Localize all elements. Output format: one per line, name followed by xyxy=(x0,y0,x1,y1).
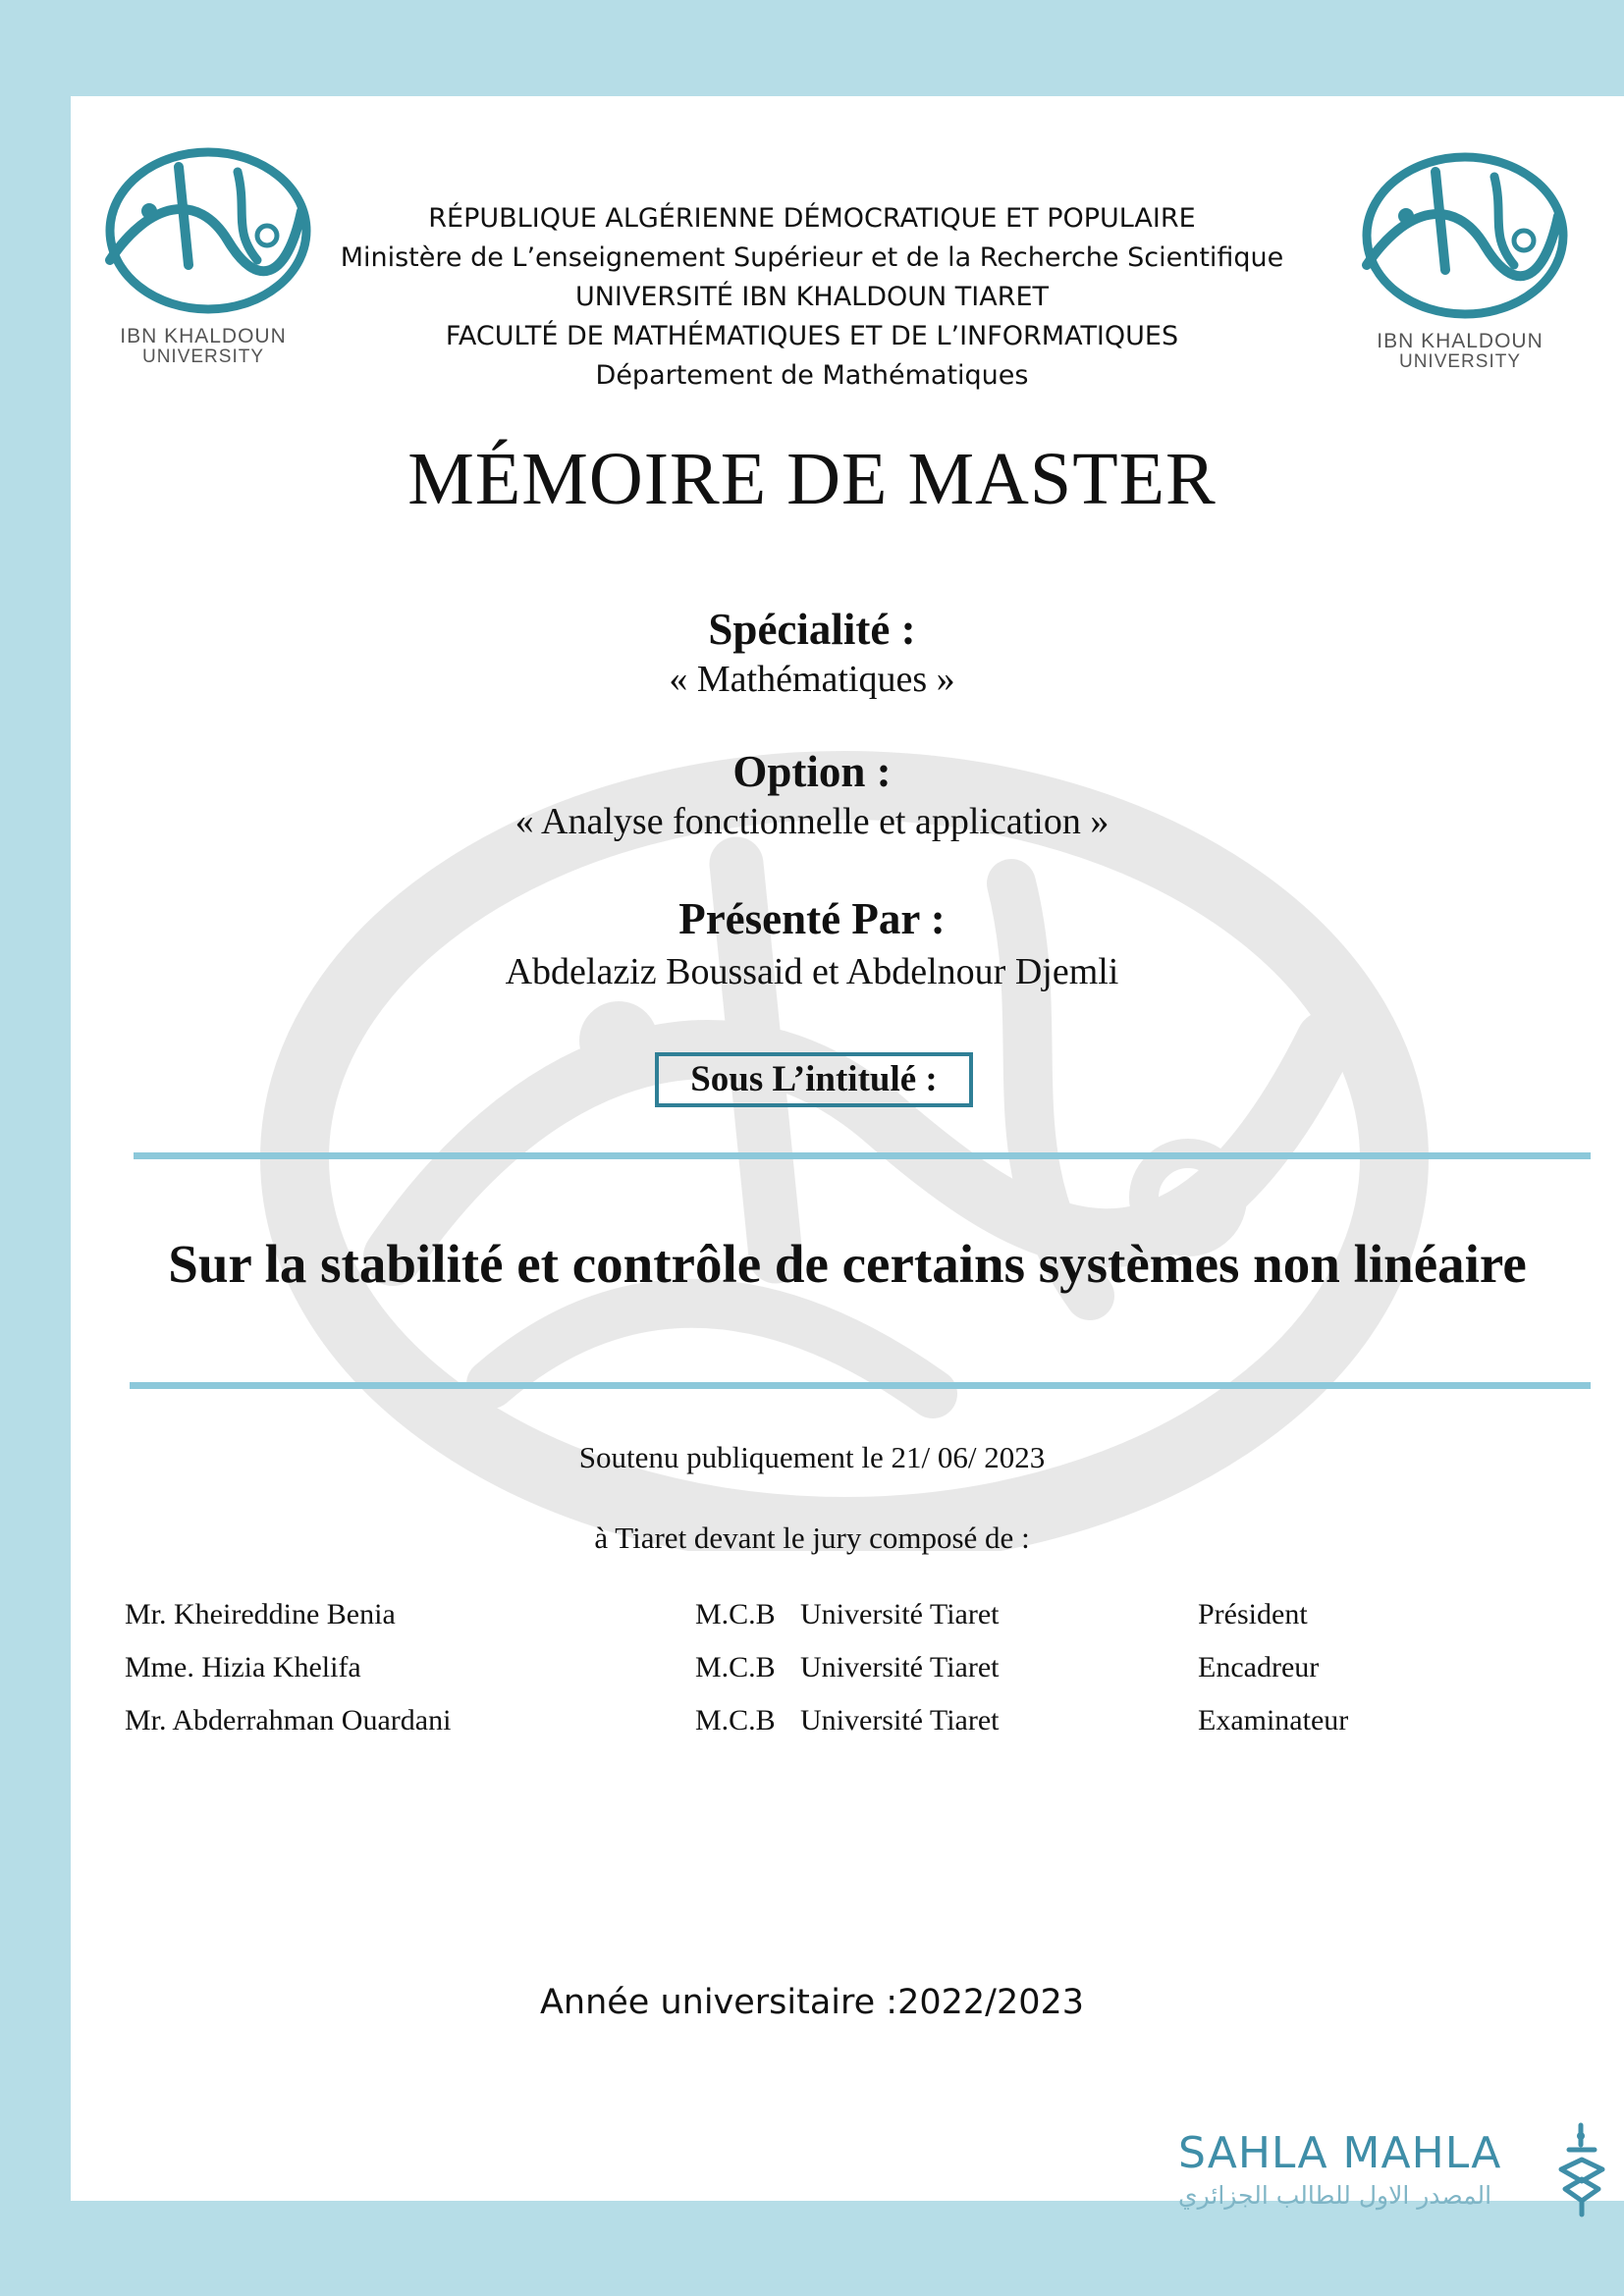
header-republic: RÉPUBLIQUE ALGÉRIENNE DÉMOCRATIQUE ET POPULAIRE xyxy=(428,203,1196,234)
institution-header xyxy=(295,199,1329,396)
intitule-label-box: Sous L’intitulé : xyxy=(655,1052,973,1107)
title-rule-bottom xyxy=(130,1382,1591,1389)
brand-calligraphy-icon xyxy=(1551,2120,1612,2218)
brand-tagline: المصدر الاول للطالب الجزائري xyxy=(1178,2181,1492,2210)
page-border-top xyxy=(0,0,1624,96)
header-university: UNIVERSITÉ IBN KHALDOUN TIARET xyxy=(574,282,1050,312)
university-calligraphy-watermark xyxy=(245,746,1443,1551)
option-label: Option : xyxy=(732,747,892,796)
brand-name: SAHLA MAHLA xyxy=(1178,2128,1502,2178)
jury-intro: à Tiaret devant le jury composé de : xyxy=(594,1521,1030,1555)
thesis-title: Sur la stabilité et contrôle de certains systèmes non linéaire xyxy=(168,1234,1527,1294)
specialite-label: Spécialité : xyxy=(708,605,916,654)
jury-row xyxy=(125,1598,1401,1651)
jury-university: Université Tiaret xyxy=(800,1651,1000,1683)
jury-name: Mme. Hizia Khelifa xyxy=(125,1651,361,1683)
option-value: « Analyse fonctionnelle et application » xyxy=(514,801,1110,842)
jury-role: Examinateur xyxy=(1198,1704,1349,1736)
header-faculty: FACULTÉ DE MATHÉMATIQUES ET DE L’INFORMATIQUES xyxy=(445,321,1179,351)
specialite-value: « Mathématiques » xyxy=(669,659,955,700)
logo-caption-line2: UNIVERSITY xyxy=(1398,351,1522,372)
header-ministry: Ministère de L’enseignement Supérieur et de la Recherche Scientifique xyxy=(340,242,1284,273)
presente-label: Présenté Par : xyxy=(678,894,946,943)
logo-caption-line2: UNIVERSITY xyxy=(141,347,265,367)
logo-caption-line1: IBN KHALDOUN xyxy=(1377,330,1543,352)
jury-university: Université Tiaret xyxy=(800,1704,1000,1736)
jury-university: Université Tiaret xyxy=(800,1598,1000,1630)
jury-table xyxy=(125,1598,1401,1757)
calligraphy-logo-icon xyxy=(90,142,316,319)
jury-grade: M.C.B xyxy=(695,1704,776,1736)
page-border-left xyxy=(0,0,71,2296)
ibn-khaldoun-logo-left xyxy=(90,142,316,378)
jury-row xyxy=(125,1651,1401,1704)
title-rule-top xyxy=(134,1152,1591,1159)
ibn-khaldoun-logo-right xyxy=(1347,147,1573,383)
jury-row xyxy=(125,1704,1401,1757)
authors: Abdelaziz Boussaid et Abdelnour Djemli xyxy=(505,951,1119,992)
academic-year: Année universitaire :2022/2023 xyxy=(539,1983,1085,2022)
jury-grade: M.C.B xyxy=(695,1651,776,1683)
jury-role: Président xyxy=(1198,1598,1308,1630)
jury-name: Mr. Kheireddine Benia xyxy=(125,1598,396,1630)
header-department: Département de Mathématiques xyxy=(595,360,1029,391)
document-title: MÉMOIRE DE MASTER xyxy=(407,438,1217,520)
jury-role: Encadreur xyxy=(1198,1651,1320,1683)
jury-name: Mr. Abderrahman Ouardani xyxy=(125,1704,452,1736)
logo-caption-line1: IBN KHALDOUN xyxy=(120,325,287,347)
jury-grade: M.C.B xyxy=(695,1598,776,1630)
sahla-mahla-brand xyxy=(1178,2120,1610,2218)
calligraphy-logo-icon xyxy=(1347,147,1573,324)
defense-date: Soutenu publiquement le 21/ 06/ 2023 xyxy=(578,1440,1046,1474)
